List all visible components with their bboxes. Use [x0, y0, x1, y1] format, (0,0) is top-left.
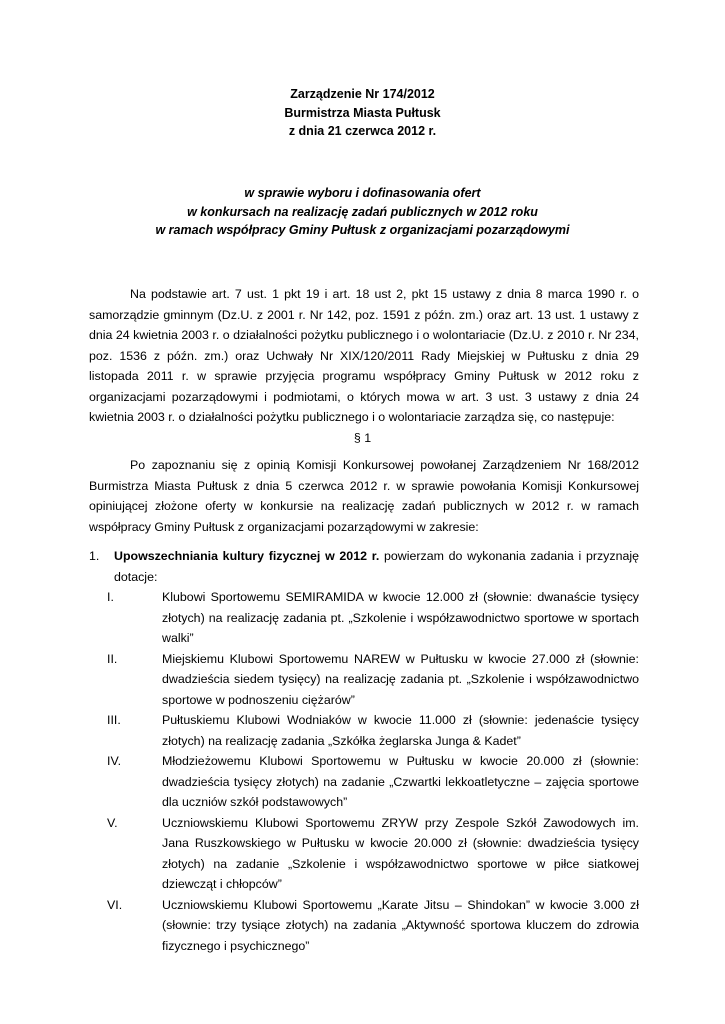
list-item	[89, 895, 639, 957]
preamble-paragraph	[89, 284, 639, 428]
issuing-authority: Burmistrza Miasta Pułtusk	[284, 105, 441, 120]
section-sign: § 1	[353, 431, 372, 445]
grant-items	[89, 587, 639, 956]
item-numeral: II.	[107, 651, 118, 666]
item-numeral: V.	[107, 815, 118, 830]
subject-line-2: w konkursach na realizację zadań publicznych w 2012 roku	[187, 204, 538, 219]
grant-list	[89, 546, 639, 956]
item-numeral: IV.	[107, 754, 122, 768]
list-item	[89, 813, 639, 895]
item-numeral: I.	[107, 590, 114, 604]
document-subject	[0, 184, 725, 240]
list-number: 1.	[89, 549, 100, 563]
list-intro	[89, 546, 639, 587]
list-lead-rest: powierzam do wykonania zadania i przyznaję dotacje:	[114, 549, 639, 584]
section-1-text: Po zapoznaniu się z opinią Komisji Konkursowej powołanej Zarządzeniem Nr 168/2012 Burmistrza Miasta Pułtusk z dnia 5 czerwca 2012 r. w sprawie powołania Komisji Konkursowej opiniującej złożone oferty w konkursie na realizację zadań publicznych w 2012 r. w ramach współpracy Gminy Pułtusk z organizacjami pozarządowymi w zakresie:	[89, 458, 639, 534]
item-text: Uczniowskiemu Klubowi Sportowemu „Karate Jitsu – Shindokan” w kwocie 3.000 zł (słownie: trzy tysiące złotych) na zadania „Aktywność sportowa kluczem do zdrowia fizycznego i psychicznego”	[162, 897, 639, 953]
item-numeral: III.	[107, 713, 121, 727]
issue-date: z dnia 21 czerwca 2012 r.	[288, 124, 437, 139]
list-lead: Upowszechniania kultury fizycznej w 2012 r.	[114, 549, 380, 563]
list-item	[89, 649, 639, 711]
list-item	[89, 751, 639, 813]
section-1-paragraph	[89, 455, 639, 537]
item-text: Klubowi Sportowemu SEMIRAMIDA w kwocie 12.000 zł (słownie: dwanaście tysięcy złotych) na realizację zadania pt. „Szkolenie i współzawodnictwo sportowe w sportach walki”	[162, 590, 639, 645]
list-item	[89, 587, 639, 649]
document-header	[0, 85, 725, 141]
regulation-number: Zarządzenie Nr 174/2012	[290, 87, 435, 101]
item-text: Pułtuskiemu Klubowi Wodniaków w kwocie 11.000 zł (słownie: jedenaście tysięcy złotych) na realizację zadania „Szkółka żeglarska Junga & Kadet”	[162, 713, 639, 748]
preamble-text: Na podstawie art. 7 ust. 1 pkt 19 i art. 18 ust 2, pkt 15 ustawy z dnia 8 marca 1990 r. o samorządzie gminnym (Dz.U. z 2001 r. Nr 142, poz. 1591 z późn. zm.) oraz art. 13 ust. 1 ustawy z dnia 24 kwietnia 2003 r. o działalności pożytku publicznego i o wolontariacie (Dz.U. z 2010 r. Nr 234, poz. 1536 z późn. zm.) oraz Uchwały Nr XIX/120/2011 Rady Miejskiej w Pułtusku z dnia 29 listopada 2011 r. w sprawie przyjęcia programu współpracy Gminy Pułtusk w 2012 roku z organizacjami pozarządowymi i podmiotami, o których mowa w art. 3 ust. 3 ustawy z dnia 24 kwietnia 2003 r. o działalności pożytku publicznego i o wolontariacie zarządza się, co następuje:	[89, 287, 639, 424]
item-text: Młodzieżowemu Klubowi Sportowemu w Pułtusku w kwocie 20.000 zł (słownie: dwadzieścia tysięcy złotych) na zadanie „Czwartki lekkoatletyczne – zajęcia sportowe dla uczniów szkół podstawowych”	[162, 754, 639, 809]
item-text: Uczniowskiemu Klubowi Sportowemu ZRYW przy Zespole Szkół Zawodowych im. Jana Ruszkowskiego w Pułtusku w kwocie 20.000 zł (słownie: dwadzieścia tysięcy złotych) na zadanie „Szkolenie i współzawodnictwo sportowe w piłce siatkowej dziewcząt i chłopców”	[162, 815, 639, 891]
item-numeral: VI.	[107, 897, 123, 912]
item-text: Miejskiemu Klubowi Sportowemu NAREW w Pułtusku w kwocie 27.000 zł (słownie: dwadzieścia siedem tysięcy) na realizację zadania pt. „Szkolenie i współzawodnictwo sportowe w podnoszeniu ciężarów”	[162, 651, 639, 707]
subject-line-1: w sprawie wyboru i dofinasowania ofert	[244, 186, 481, 200]
list-item	[89, 710, 639, 751]
subject-line-3: w ramach współpracy Gminy Pułtusk z organizacjami pozarządowymi	[155, 223, 570, 238]
